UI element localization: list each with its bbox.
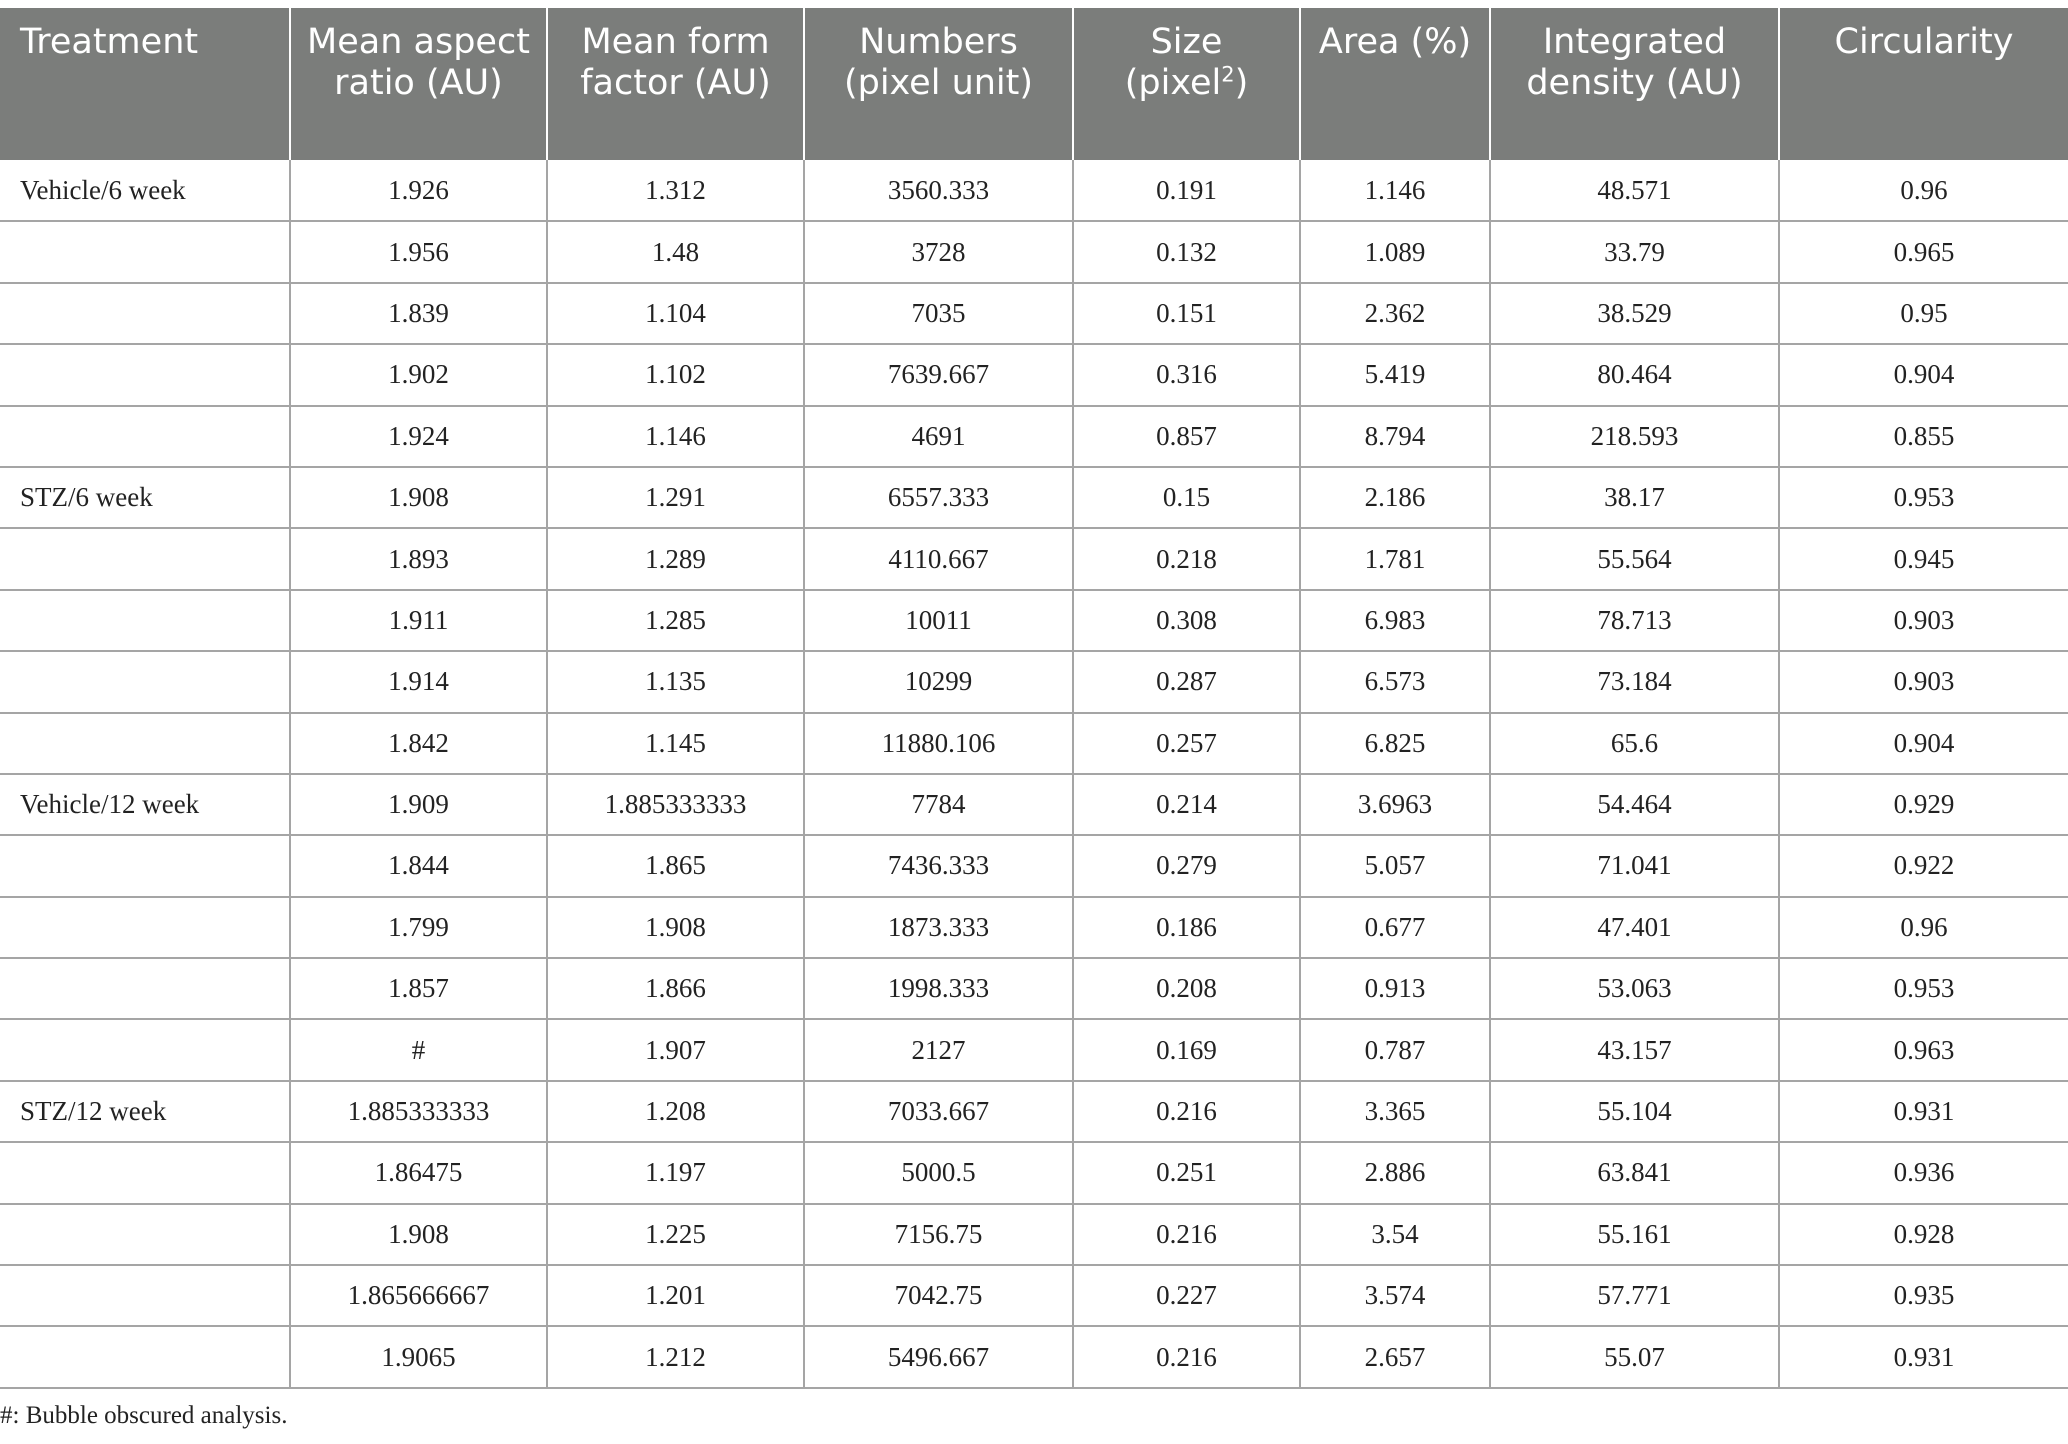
cell-integrated-density: 33.79 — [1490, 221, 1779, 282]
cell-mean-aspect-ratio: 1.86475 — [290, 1142, 547, 1203]
cell-mean-form-factor: 1.48 — [547, 221, 804, 282]
cell-mean-form-factor: 1.885333333 — [547, 774, 804, 835]
cell-circularity: 0.936 — [1779, 1142, 2068, 1203]
cell-treatment: STZ/12 week — [0, 1081, 290, 1142]
cell-integrated-density: 55.104 — [1490, 1081, 1779, 1142]
cell-circularity: 0.963 — [1779, 1019, 2068, 1080]
cell-size: 0.216 — [1073, 1081, 1300, 1142]
cell-area: 8.794 — [1300, 406, 1490, 467]
header-integrated-density: Integrated density (AU) — [1490, 8, 1779, 160]
cell-treatment — [0, 1142, 290, 1203]
cell-mean-aspect-ratio: 1.857 — [290, 958, 547, 1019]
cell-treatment — [0, 713, 290, 774]
cell-circularity: 0.96 — [1779, 897, 2068, 958]
table-body — [0, 160, 2068, 1388]
cell-circularity: 0.96 — [1779, 160, 2068, 221]
cell-numbers: 4110.667 — [804, 528, 1073, 589]
header-circularity: Circularity — [1779, 8, 2068, 160]
cell-circularity: 0.928 — [1779, 1204, 2068, 1265]
cell-treatment — [0, 590, 290, 651]
cell-treatment: STZ/6 week — [0, 467, 290, 528]
table-row — [0, 1019, 2068, 1080]
cell-integrated-density: 65.6 — [1490, 713, 1779, 774]
cell-mean-form-factor: 1.208 — [547, 1081, 804, 1142]
cell-mean-aspect-ratio: 1.924 — [290, 406, 547, 467]
cell-size: 0.208 — [1073, 958, 1300, 1019]
cell-integrated-density: 38.529 — [1490, 283, 1779, 344]
cell-size: 0.186 — [1073, 897, 1300, 958]
cell-size: 0.151 — [1073, 283, 1300, 344]
cell-mean-form-factor: 1.201 — [547, 1265, 804, 1326]
cell-size: 0.227 — [1073, 1265, 1300, 1326]
cell-area: 3.6963 — [1300, 774, 1490, 835]
table-row — [0, 221, 2068, 282]
cell-circularity: 0.904 — [1779, 713, 2068, 774]
table-row — [0, 283, 2068, 344]
cell-integrated-density: 38.17 — [1490, 467, 1779, 528]
cell-circularity: 0.95 — [1779, 283, 2068, 344]
table-row — [0, 1081, 2068, 1142]
cell-treatment: Vehicle/6 week — [0, 160, 290, 221]
cell-mean-aspect-ratio: 1.902 — [290, 344, 547, 405]
cell-numbers: 7156.75 — [804, 1204, 1073, 1265]
header-mean-aspect-ratio: Mean aspect ratio (AU) — [290, 8, 547, 160]
cell-numbers: 7436.333 — [804, 835, 1073, 896]
cell-mean-form-factor: 1.285 — [547, 590, 804, 651]
cell-mean-aspect-ratio: 1.908 — [290, 467, 547, 528]
cell-treatment — [0, 651, 290, 712]
header-area: Area (%) — [1300, 8, 1490, 160]
cell-mean-form-factor: 1.289 — [547, 528, 804, 589]
cell-circularity: 0.931 — [1779, 1081, 2068, 1142]
cell-integrated-density: 55.564 — [1490, 528, 1779, 589]
cell-integrated-density: 43.157 — [1490, 1019, 1779, 1080]
table-row — [0, 344, 2068, 405]
header-row — [0, 8, 2068, 160]
cell-size: 0.316 — [1073, 344, 1300, 405]
cell-integrated-density: 48.571 — [1490, 160, 1779, 221]
cell-size: 0.191 — [1073, 160, 1300, 221]
cell-area: 5.057 — [1300, 835, 1490, 896]
cell-size: 0.216 — [1073, 1326, 1300, 1387]
cell-mean-form-factor: 1.104 — [547, 283, 804, 344]
cell-integrated-density: 53.063 — [1490, 958, 1779, 1019]
table-row — [0, 467, 2068, 528]
cell-treatment — [0, 406, 290, 467]
table-row — [0, 958, 2068, 1019]
header-size-close: ) — [1234, 63, 1249, 103]
cell-treatment — [0, 1326, 290, 1387]
cell-size: 0.169 — [1073, 1019, 1300, 1080]
cell-area: 2.657 — [1300, 1326, 1490, 1387]
cell-numbers: 7033.667 — [804, 1081, 1073, 1142]
cell-treatment — [0, 835, 290, 896]
cell-integrated-density: 78.713 — [1490, 590, 1779, 651]
cell-integrated-density: 71.041 — [1490, 835, 1779, 896]
cell-area: 3.365 — [1300, 1081, 1490, 1142]
cell-circularity: 0.935 — [1779, 1265, 2068, 1326]
cell-numbers: 3728 — [804, 221, 1073, 282]
cell-treatment: Vehicle/12 week — [0, 774, 290, 835]
table-row — [0, 590, 2068, 651]
cell-mean-aspect-ratio: 1.842 — [290, 713, 547, 774]
cell-area: 2.362 — [1300, 283, 1490, 344]
table-row — [0, 160, 2068, 221]
cell-numbers: 5496.667 — [804, 1326, 1073, 1387]
cell-circularity: 0.904 — [1779, 344, 2068, 405]
header-size — [1073, 8, 1300, 160]
cell-mean-aspect-ratio: 1.956 — [290, 221, 547, 282]
cell-mean-form-factor: 1.145 — [547, 713, 804, 774]
cell-size: 0.251 — [1073, 1142, 1300, 1203]
cell-mean-form-factor: 1.212 — [547, 1326, 804, 1387]
header-numbers: Numbers (pixel unit) — [804, 8, 1073, 160]
table-row — [0, 713, 2068, 774]
cell-circularity: 0.931 — [1779, 1326, 2068, 1387]
cell-treatment — [0, 958, 290, 1019]
cell-mean-form-factor: 1.225 — [547, 1204, 804, 1265]
cell-area: 3.54 — [1300, 1204, 1490, 1265]
cell-area: 1.146 — [1300, 160, 1490, 221]
cell-mean-aspect-ratio: 1.908 — [290, 1204, 547, 1265]
cell-mean-form-factor: 1.102 — [547, 344, 804, 405]
cell-area: 3.574 — [1300, 1265, 1490, 1326]
header-mean-form-factor: Mean form factor (AU) — [547, 8, 804, 160]
cell-size: 0.218 — [1073, 528, 1300, 589]
cell-circularity: 0.953 — [1779, 958, 2068, 1019]
cell-integrated-density: 73.184 — [1490, 651, 1779, 712]
cell-mean-form-factor: 1.908 — [547, 897, 804, 958]
table-header — [0, 8, 2068, 160]
cell-integrated-density: 57.771 — [1490, 1265, 1779, 1326]
cell-size: 0.857 — [1073, 406, 1300, 467]
cell-size: 0.279 — [1073, 835, 1300, 896]
cell-mean-aspect-ratio: 1.865666667 — [290, 1265, 547, 1326]
table-row — [0, 406, 2068, 467]
cell-mean-aspect-ratio: 1.914 — [290, 651, 547, 712]
data-table-container — [0, 8, 2068, 1389]
cell-circularity: 0.965 — [1779, 221, 2068, 282]
cell-numbers: 5000.5 — [804, 1142, 1073, 1203]
cell-integrated-density: 63.841 — [1490, 1142, 1779, 1203]
cell-integrated-density: 80.464 — [1490, 344, 1779, 405]
cell-mean-form-factor: 1.146 — [547, 406, 804, 467]
cell-treatment — [0, 897, 290, 958]
cell-integrated-density: 47.401 — [1490, 897, 1779, 958]
cell-numbers: 7035 — [804, 283, 1073, 344]
cell-circularity: 0.953 — [1779, 467, 2068, 528]
cell-size: 0.216 — [1073, 1204, 1300, 1265]
cell-area: 0.677 — [1300, 897, 1490, 958]
cell-size: 0.308 — [1073, 590, 1300, 651]
table-row — [0, 651, 2068, 712]
cell-area: 6.983 — [1300, 590, 1490, 651]
cell-numbers: 10299 — [804, 651, 1073, 712]
table-row — [0, 897, 2068, 958]
cell-numbers: 11880.106 — [804, 713, 1073, 774]
cell-mean-aspect-ratio: 1.911 — [290, 590, 547, 651]
cell-mean-aspect-ratio: 1.9065 — [290, 1326, 547, 1387]
cell-mean-aspect-ratio: 1.839 — [290, 283, 547, 344]
cell-treatment — [0, 1204, 290, 1265]
cell-circularity: 0.929 — [1779, 774, 2068, 835]
cell-area: 6.825 — [1300, 713, 1490, 774]
cell-area: 2.886 — [1300, 1142, 1490, 1203]
cell-treatment — [0, 283, 290, 344]
cell-circularity: 0.855 — [1779, 406, 2068, 467]
cell-area: 6.573 — [1300, 651, 1490, 712]
cell-size: 0.132 — [1073, 221, 1300, 282]
cell-mean-form-factor: 1.865 — [547, 835, 804, 896]
cell-area: 1.781 — [1300, 528, 1490, 589]
cell-treatment — [0, 1019, 290, 1080]
cell-area: 0.913 — [1300, 958, 1490, 1019]
table-row — [0, 835, 2068, 896]
table-row — [0, 1204, 2068, 1265]
cell-numbers: 1998.333 — [804, 958, 1073, 1019]
cell-mean-aspect-ratio: 1.926 — [290, 160, 547, 221]
cell-area: 1.089 — [1300, 221, 1490, 282]
cell-mean-aspect-ratio: 1.799 — [290, 897, 547, 958]
cell-integrated-density: 55.161 — [1490, 1204, 1779, 1265]
cell-treatment — [0, 1265, 290, 1326]
cell-numbers: 1873.333 — [804, 897, 1073, 958]
cell-mean-form-factor: 1.312 — [547, 160, 804, 221]
cell-size: 0.257 — [1073, 713, 1300, 774]
header-size-superscript: 2 — [1221, 62, 1235, 87]
table-footnote: #: Bubble obscured analysis. — [0, 1402, 288, 1429]
cell-mean-form-factor: 1.291 — [547, 467, 804, 528]
table-row — [0, 528, 2068, 589]
cell-mean-aspect-ratio: 1.844 — [290, 835, 547, 896]
cell-circularity: 0.903 — [1779, 590, 2068, 651]
cell-mean-aspect-ratio: 1.893 — [290, 528, 547, 589]
cell-treatment — [0, 528, 290, 589]
cell-numbers: 7639.667 — [804, 344, 1073, 405]
cell-numbers: 7784 — [804, 774, 1073, 835]
cell-mean-form-factor: 1.197 — [547, 1142, 804, 1203]
cell-numbers: 7042.75 — [804, 1265, 1073, 1326]
cell-numbers: 4691 — [804, 406, 1073, 467]
cell-mean-form-factor: 1.866 — [547, 958, 804, 1019]
cell-numbers: 3560.333 — [804, 160, 1073, 221]
cell-size: 0.15 — [1073, 467, 1300, 528]
cell-circularity: 0.922 — [1779, 835, 2068, 896]
header-size-text: Size (pixel — [1124, 22, 1223, 103]
cell-circularity: 0.903 — [1779, 651, 2068, 712]
table-row — [0, 774, 2068, 835]
table-row — [0, 1265, 2068, 1326]
cell-numbers: 6557.333 — [804, 467, 1073, 528]
cell-treatment — [0, 221, 290, 282]
cell-mean-form-factor: 1.907 — [547, 1019, 804, 1080]
cell-size: 0.287 — [1073, 651, 1300, 712]
cell-area: 0.787 — [1300, 1019, 1490, 1080]
cell-mean-form-factor: 1.135 — [547, 651, 804, 712]
cell-mean-aspect-ratio: # — [290, 1019, 547, 1080]
cell-circularity: 0.945 — [1779, 528, 2068, 589]
cell-integrated-density: 55.07 — [1490, 1326, 1779, 1387]
cell-area: 2.186 — [1300, 467, 1490, 528]
cell-mean-aspect-ratio: 1.885333333 — [290, 1081, 547, 1142]
cell-numbers: 2127 — [804, 1019, 1073, 1080]
cell-mean-aspect-ratio: 1.909 — [290, 774, 547, 835]
table-row — [0, 1326, 2068, 1387]
header-treatment: Treatment — [0, 8, 290, 160]
cell-numbers: 10011 — [804, 590, 1073, 651]
cell-area: 5.419 — [1300, 344, 1490, 405]
table-row — [0, 1142, 2068, 1203]
cell-integrated-density: 54.464 — [1490, 774, 1779, 835]
morphology-table — [0, 8, 2068, 1389]
cell-size: 0.214 — [1073, 774, 1300, 835]
cell-treatment — [0, 344, 290, 405]
cell-integrated-density: 218.593 — [1490, 406, 1779, 467]
